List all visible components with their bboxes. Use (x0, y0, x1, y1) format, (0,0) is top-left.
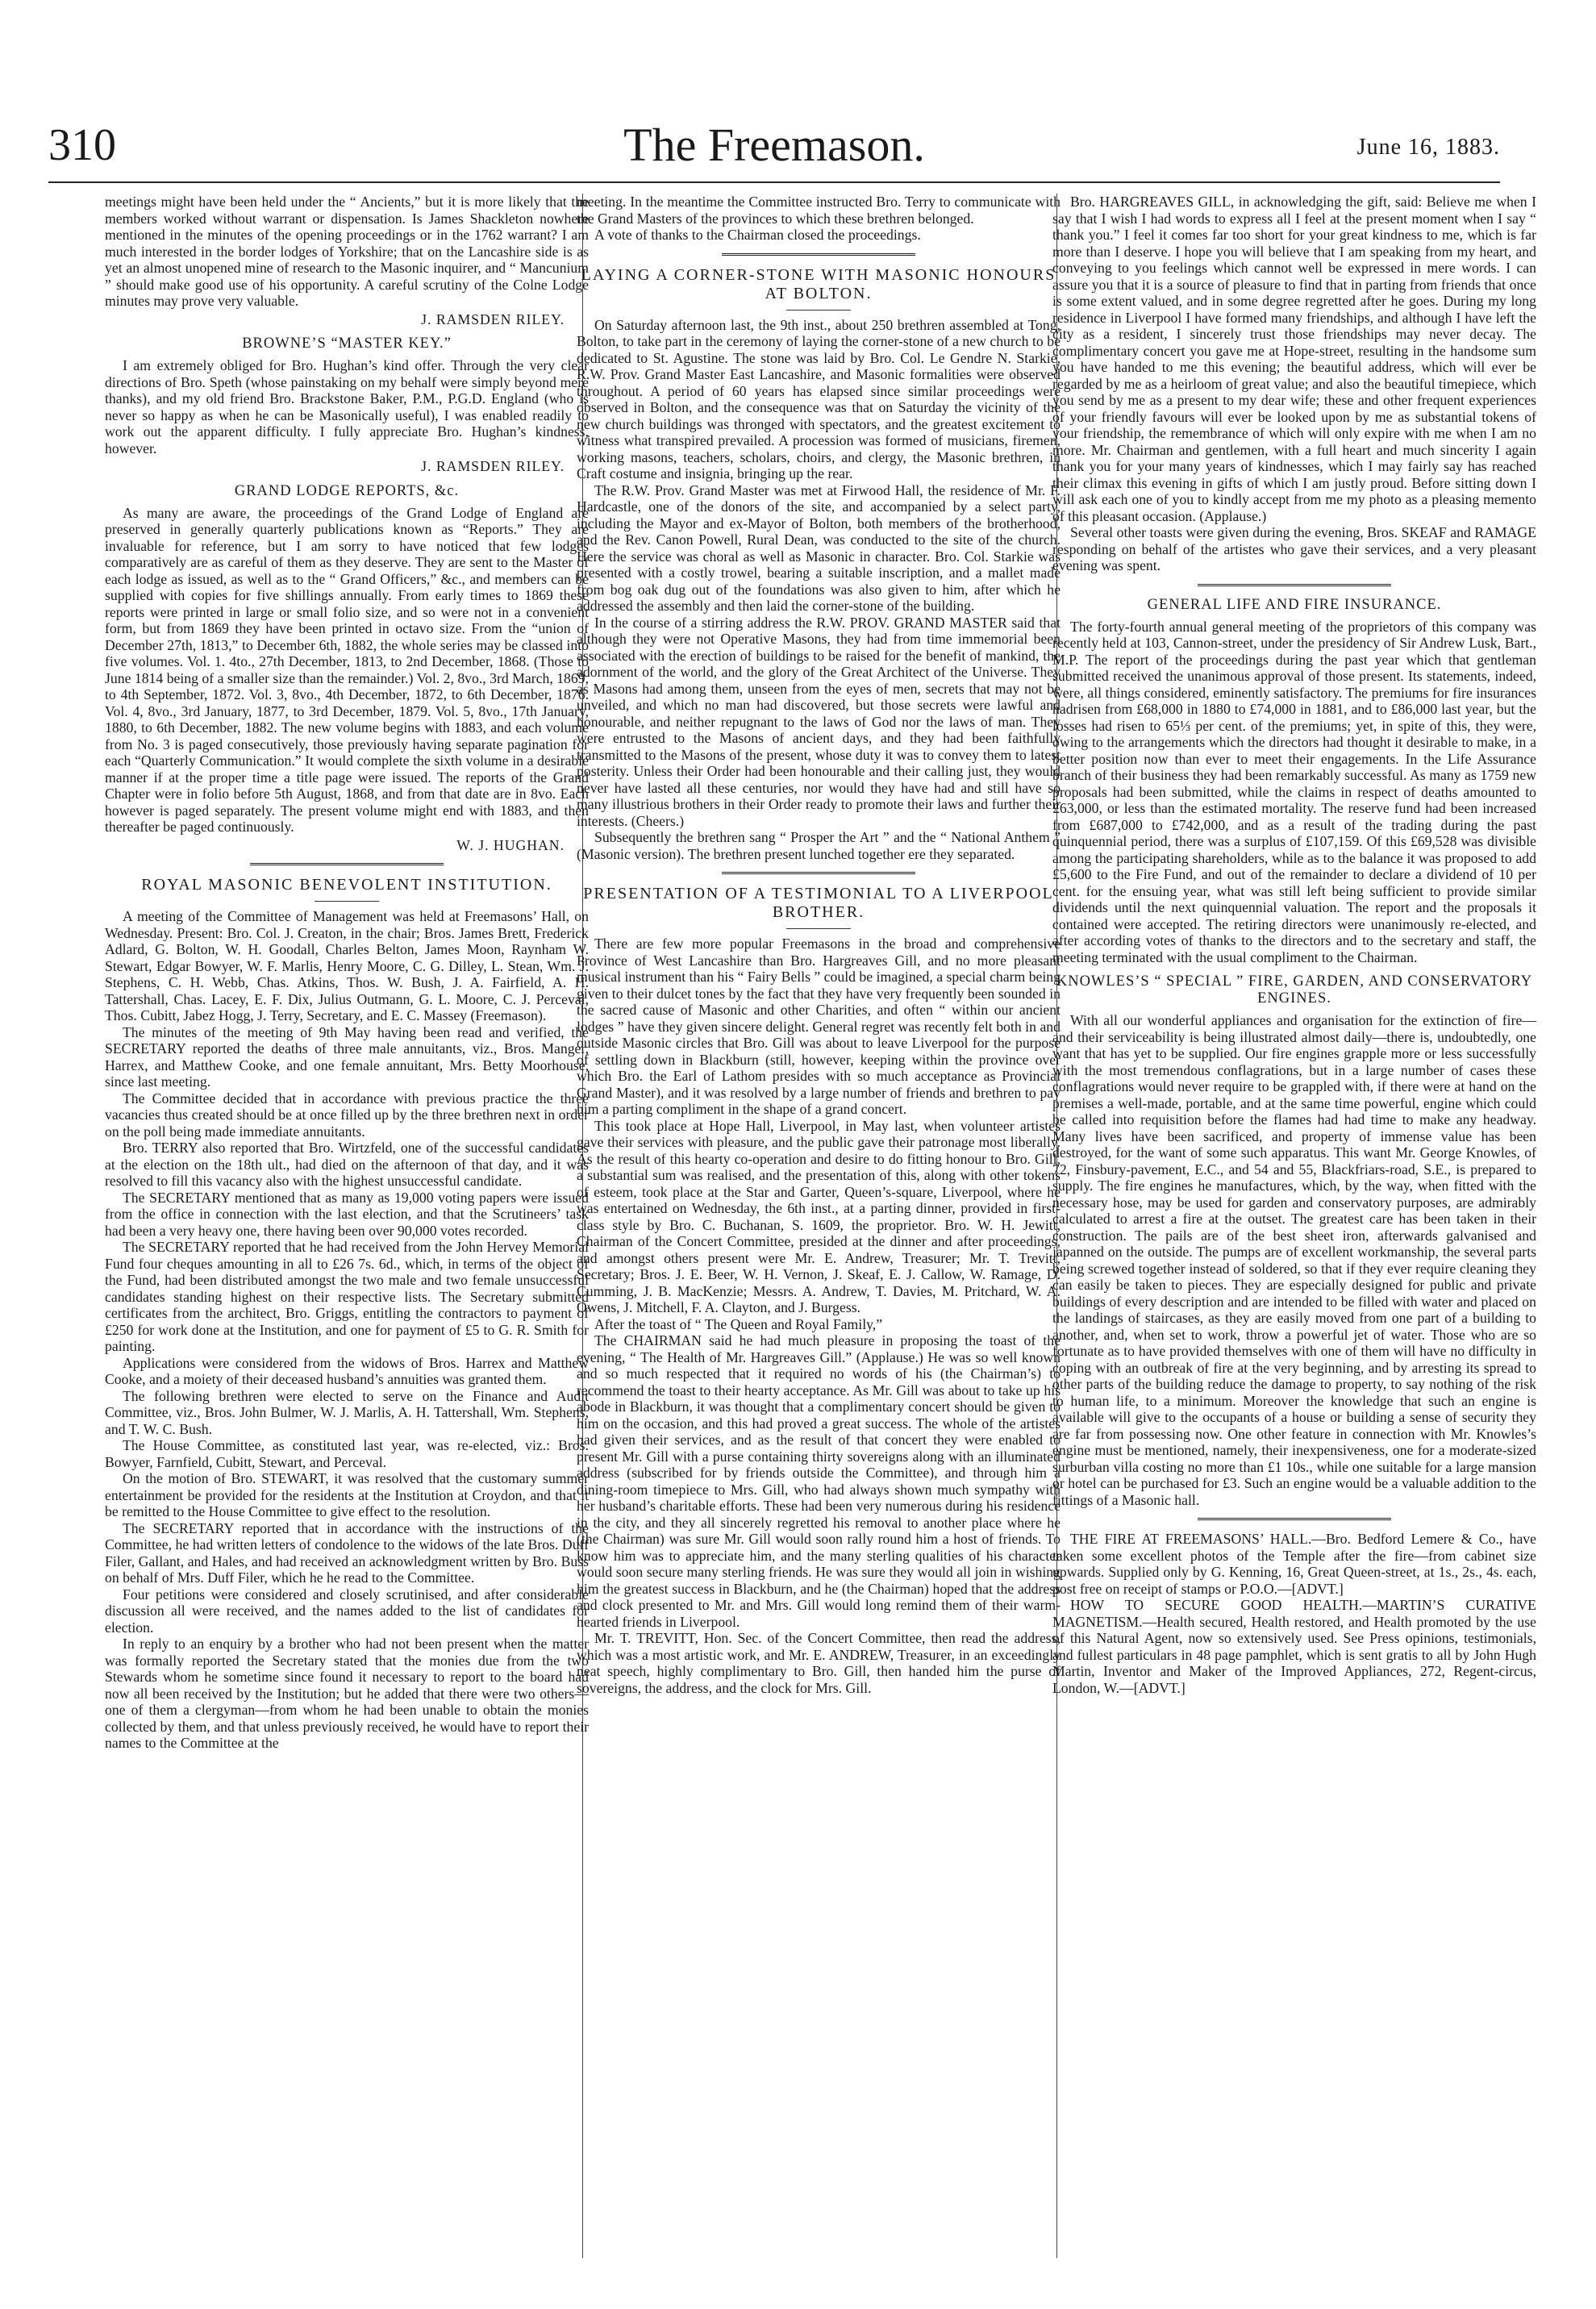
section-rule (1198, 1518, 1391, 1523)
article-paragraph: On Saturday afternoon last, the 9th inst., about 250 brethren assembled at Tong, Bolton, to take part in the ceremony of laying the corner-stone of a new church to be dedicated to St. Agustine. The stone was laid by Bro. Col. Le Gendre N. Starkie, R.W. Prov. Grand Master East Lancashire, and Masonic formalities were observed throughout. A period of 60 years has elapsed since similar proceedings were observed in Bolton, and the consequence was that on Saturday the vicinity of the new church buildings was thronged with spectators, and the greatest excitement to witness what transpired prevailed. A procession was formed of musicians, firemen, working masons, teachers, scholars, choirs, and clergy, the Masonic brethren, in Craft costume and insignia, bringing up the rear. (577, 316, 1061, 481)
newspaper-title: The Freemason. (623, 119, 925, 171)
short-rule (786, 928, 851, 929)
article-paragraph: A meeting of the Committee of Management was held at Freemasons’ Hall, on Wednesday. Present: Bro. Col. J. Creaton, in the chair; Bros. James Brett, Frederick Adlard, G. Bolton, W. H. Goodall, Charles Belton, James Moon, Raynham W. Stewart, Edgar Bowyer, W. F. Marlis, Henry Moore, C. G. Dilley, L. Stean, Wm. J. Stephens, C. H. Webb, Chas. Atkins, Thos. W. Bush, J. A. Fairfield, A. H. Tattershall, Chas. Lacey, E. F. Dix, Julius Outmann, G. L. Moore, C. J. Perceval, Thos. Cubitt, Jabez Hogg, J. Terry, Secretary, and E. C. Massey (Freemason). (105, 908, 589, 1023)
article-heading: LAYING A CORNER-STONE WITH MASONIC HONOURS AT BOLTON. (581, 265, 1056, 302)
article-paragraph: In reply to an enquiry by a brother who had not been present when the matter was formally reported the Secretary stated that the monies due from the two Stewards whom he sometime since found it necessary to report to the board had now all been received by the Institution; but he added that there were two others—one of them a clergyman—from whom he had been unable to obtain the monies collected by them, and that unless previously received, he would have to report their names to the Committee at the (105, 1636, 589, 1751)
masthead-rule (48, 181, 1500, 183)
article-paragraph: A vote of thanks to the Chairman closed the proceedings. (594, 227, 921, 243)
signature: W. J. HUGHAN. (456, 836, 565, 853)
article-heading: BROWNE’S “MASTER KEY.” (242, 336, 452, 352)
column-3 (1052, 194, 1536, 2258)
signature: J. RAMSDEN RILEY. (421, 311, 565, 327)
article-paragraph: There are few more popular Freemasons in the broad and comprehensive Province of West Lancashire than Bro. Hargreaves Gill, and no more pleasant musical instrument than his “ Fairy Bells ” could be imagined, a special charm being given to their dulcet tones by the fact that they have very frequently been sounded in the sacred cause of Masonic and other Charities, and often “ within our ancient lodges ” have they given sincere delight. General regret was recently felt both in and outside Masonic circles that Bro. Gill was about to leave Liverpool for the purpose of settling down in Blackburn (still, however, keeping within the province over which Bro. the Earl of Lathom presides with so much acceptance as Provincial Grand Master), and it was resolved by a large number of friends and brethren to pay him a parting compliment in the shape of a grand concert. (577, 936, 1061, 1117)
article-paragraph: Several other toasts were given during the evening, Bros. SKEAF and RAMAGE responding on behalf of the artistes who gave their services, and a very pleasant evening was spent. (1052, 524, 1536, 573)
section-rule (722, 253, 915, 258)
article-paragraph: The minutes of the meeting of 9th May having been read and verified, the SECRETARY reported the deaths of three male annuitants, viz., Bros. Manger, Harrex, and Matthew Cooke, and one female annuitant, Mrs. Betty Moorhouse, since last meeting. (105, 1023, 589, 1090)
article-paragraph: The House Committee, as constituted last year, was re-elected, viz.: Bros. Bowyer, Farnfield, Cubitt, Stewart, and Perceval. (105, 1437, 589, 1470)
article-paragraph: Four petitions were considered and closely scrutinised, and after considerable discussion all were received, and the names added to the list of candidates for election. (105, 1586, 589, 1636)
article-paragraph: The following brethren were elected to serve on the Finance and Audit Committee, viz., Bros. John Bulmer, W. J. Marlis, A. H. Tattershall, Wm. Stephens, and T. W. C. Bush. (105, 1387, 589, 1437)
article-paragraph: On the motion of Bro. STEWART, it was resolved that the customary summer entertainment be provided for the residents at the Institution at Croydon, and that it be remitted to the House Committee to give effect to the resolution. (105, 1470, 589, 1519)
article-paragraph: meetings might have been held under the “ Ancients,” but it is more likely that the members worked without warrant or dispensation. Is James Shackleton nowhere mentioned in the minutes of the opening proceedings or in the 1762 warrant? I am much interested in the border lodges of Yorkshire; that on the Lancashire side is as yet an almost unopened mine of research to the Masonic inquirer, and “ Mancunium ” should make good use of his opportunity. A careful scrutiny of the Colne Lodge minutes may prove very valuable. (105, 194, 589, 309)
article-paragraph: After the toast of “ The Queen and Royal Family,” (594, 1315, 883, 1332)
article-heading: GRAND LODGE REPORTS, &c. (234, 482, 460, 499)
article-paragraph: With all our wonderful appliances and organisation for the extinction of fire—and their serviceability is being illustrated almost daily—there is, undoubtedly, one want that has yet to be supplied. Our fire engines grapple more or less successfully with the most tremendous conflagrations, but in a large number of cases these conflagrations would never require to be grappled with, if there were at hand on the premises a well-made, portable, and at the same time powerful, engine which could be called into requisition before the flames had had time to make any headway. Many lives have been sacrificed, and property of immense value has been destroyed, for the want of some such apparatus. This want Mr. George Knowles, of 72, Finsbury-pavement, E.C., and 54 and 55, Blackfriars-road, S.E., is prepared to supply. The fire engines he manufactures, which, by the way, when fitted with the necessary hose, may be used for garden and conservatory purposes, are admirably calculated to arrest a fire at the outset. The greatest care has been taken in their construction. The pails are of the best sheet iron, afterwards galvanised and japanned on the outside. The pumps are of excellent workmanship, the several parts being screwed together instead of soldered, so that if they ever require cleaning they can easily be taken to pieces. They are especially designed for public and private buildings of every description and are intended to be filled with water and placed on the landings of staircases, as they are easily moved from one part of a building to another, and, when set to work, throw a powerful jet of water. Those who are so fortunate as to have provided themselves with one of them will have no difficulty in coping with an outbreak of fire at the very beginning, and by arresting its spread to other parts of the building reduce the damage to property, to say nothing of the risk to human life, to a minimum. Moreover the knowledge that such an engine is available will give to the occupants of a house or building a sense of security they are far from possessing now. One other feature in connection with Mr. Knowles’s engine must be mentioned, namely, their inexpensiveness, one for a moderate-sized surburban villa costing no more than £1 10s., while one suitable for a large mansion or hotel can be purchased for £3. Such an engine would be a valuable addition to the fittings of a Masonic hall. (1052, 1012, 1536, 1508)
article-paragraph: I am extremely obliged for Bro. Hughan’s kind offer. Through the very clear directions of Bro. Speth (whose painstaking on my behalf were simply beyond mere thanks), and my old friend Bro. Brackstone Baker, P.M., P.G.D. England (who is never so happy as when he can be Masonically useful), I was enabled readily to work out the apparent difficulty. I fully appreciate Bro. Hughan’s kindness, however. (105, 357, 589, 456)
article-heading: KNOWLES’S “ SPECIAL ” FIRE, GARDEN, AND CONSERVATORY ENGINES. (1056, 973, 1533, 1007)
article-paragraph: The forty-fourth annual general meeting of the proprietors of this company was recently held at 103, Cannon-street, under the presidency of Sir Andrew Lusk, Bart., M.P. The report of the proceedings during the past year which that gentleman submitted received the unanimous approval of those present. Its statements, indeed, were, all things considered, eminently satisfactory. The premiums for fire insurances hadrisen from £68,000 in 1880 to £74,000 in 1881, and to £86,000 last year, but the losses had risen to 65⅓ per cent. of the premiums; yet, in spite of this, they were, owing to the arrangements which the directors had thought it desirable to make, in a better position now than ever to meet their engagements. In the Life Assurance branch of their business they had been remarkably successful. As many as 1759 new proposals had been submitted, while the claims in respect of deaths amounted to £63,000, or less than the estimated mortality. The reserve fund had been increased from £687,000 to £742,000, and as a result of the trading during the past quinquennial period, there was a surplus of £107,159. Of this £69,528 was divisible among the participating shareholders, while as to the balance it was proposed to add £5,600 to the Fire Fund, and out of the remainder to declare a dividend of 10 per cent. for the ensuing year, what was still left being sufficient to provide similar dividends until the next quinquennial valuation. The report and the proposals it contained were accepted. The retiring directors were unanimously re-elected, and after according votes of thanks to the directors and to the secretary and staff, the meeting terminated with the usual compliment to the Chairman. (1052, 618, 1536, 965)
masthead (48, 117, 1500, 177)
article-heading: PRESENTATION OF A TESTIMONIAL TO A LIVERPOOL BROTHER. (583, 885, 1054, 921)
article-paragraph: As many are aware, the proceedings of the Grand Lodge of England are preserved in generally quarterly publications known as “Reports.” They are invaluable for reference, but I am sorry to have noticed that few lodges comparatively are as careful of them as they deserve. They are sent to the Master of each lodge as issued, as well as to the “ Grand Officers,” &c., and members can be supplied with copies for five shillings annually. From early times to 1869 these reports were printed in large or small folio size, and so were not in a convenient form, but from 1869 they have been printed in octavo size. From the “union of December 27th, 1813,” to December 6th, 1882, the whole series may be classed into five volumes. Vol. 1. 4to., 27th December, 1813, to 2nd December, 1868. (Those to June 1814 being of a smaller size than the remainder.) Vol. 2, 8vo., 3rd March, 1869, to 4th September, 1872. Vol. 3, 8vo., 4th December, 1872, to 6th December, 1876. Vol. 4, 8vo., 3rd January, 1877, to 3rd December, 1879. Vol. 5, 8vo., 17th January, 1880, to 6th December, 1882. The new volume begins with 1883, and each volume from No. 3 is paged consecutively, those previously having separate pagination for each “Quarterly Communication.” It would complete the sixth volume in a desirable manner if at the proper time a title page were issued. The reports of the Grand Chapter were in folio before 5th August, 1868, and from that date are in 8vo. Each however is paged separately. The present volume might end with 1883, and then thereafter be paged continuously. (105, 504, 589, 835)
issue-date: June 16, 1883. (1356, 135, 1500, 160)
article-paragraph: Bro. HARGREAVES GILL, in acknowledging the gift, said: Believe me when I say that I wish I had words to express all I feel at the present moment when I say “ thank you.” I feel it comes far too short for your great kindness to me, which is far more than I deserve. I hope you will believe that I am speaking from my heart, and conveying to you feelings which cannot well be expressed in mere words. I can assure you that it is a source of pleasure to find that in parting from friends that once is some extent valued, and in some degree regretted after he goes. During my long residence in Liverpool I have formed many friendships, and although I have left the city as a resident, I sincerely trust those friendships may never decay. The complimentary concert you gave me at Hope-street, resulting in the handsome sum you have handed to me this evening; the beautiful address, which will ever be regarded by me as a heirloom of great value; and also the beautiful timepiece, which you send by me as a present to my dear wife; these and other frequent experiences of your friendly favours will ever be looked upon by me as substantial tokens of your friendship, the remembrance of which will only expire with me when I am no more. Mr. Chairman and gentlemen, with a full heart and much sincerity I again thank you for your many years of kindnesses, which I may fairly say has reached their climax this evening in gifts of which I am justly proud. Before sitting down I will ask each one of you to kindly accept from me my photo as a pleasing memento of this pleasant occasion. (Applause.) (1052, 194, 1536, 524)
section-rule (250, 863, 444, 868)
article-paragraph: The Committee decided that in accordance with previous practice the three vacancies thus created should be at once filled up by the three brethren next in order on the poll being made immediate annuitants. (105, 1090, 589, 1140)
column-2 (577, 194, 1061, 2258)
article-paragraph: The SECRETARY reported that in accordance with the instructions of the Committee, he had written letters of condolence to the widows of the late Bros. Duff Filer, Gallant, and Hales, and had received an acknowledgment written by Bro. Buss on behalf of Mrs. Duff Filer, which he he read to the Committee. (105, 1519, 589, 1586)
section-rule (722, 872, 915, 877)
short-rule (786, 310, 851, 311)
article-paragraph: Subsequently the brethren sang “ Prosper the Art ” and the “ National Anthem ” (Masonic version). The brethren present lunched together ere they separated. (577, 829, 1061, 862)
section-rule (1198, 584, 1391, 589)
article-paragraph: The CHAIRMAN said he had much pleasure in proposing the toast of the evening, “ The Health of Mr. Hargreaves Gill.” (Applause.) He was so well known and so much respected that it required no words of his (the Chairman’s) to recommend the toast to their hearty acceptance. As Mr. Gill was about to take up his abode in Blackburn, it was thought that a complimentary concert should be given to him on the occasion, and this had proved a great success. The whole of the artistes had given their services, and as the result of that concert they were enabled to present Mr. Gill with a purse containing thirty sovereigns along with an illuminated address (subscribed for by friends outside the Committee), and through him a dining-room timepiece to Mrs. Gill, who had always shown much sympathy with her husband’s charitable efforts. These had been very numerous during his residence in the city, and they all sincerely regretted his removal to another place where he (the Chairman) was sure Mr. Gill would soon rally round him a host of friends. To know him was to appreciate him, and the many sterling qualities of his character would soon secure many sterling friends. He was sure they would all join in wishing him the greatest success in Blackburn, and he (the Chairman) hoped that the address and clock presented to Mr. and Mrs. Gill would long remind them of their warm-hearted friends in Liverpool. (577, 1332, 1061, 1630)
short-rule (315, 901, 379, 902)
article-paragraph: This took place at Hope Hall, Liverpool, in May last, when volunteer artistes gave their services with pleasure, and the public gave their patronage most liberally. As the result of this hearty co-operation and desire to do fitting honour to Bro. Gill, a substantial sum was realised, and the presentation of this, along with other tokens of esteem, took place at the Star and Garter, Queen’s-square, Liverpool, where he was entertained on Wednesday, the 6th inst., at a parting dinner, provided in first-class style by Bro. C. Buchanan, S. 1609, the proprietor. Bro. W. H. Jewitt, Chairman of the Concert Committee, presided at the dinner and after proceedings, and amongst others present were Mr. E. Andrew, Treasurer; Mr. T. Trevitt, Secretary; Bros. J. E. Beer, W. H. Vernon, J. Skeaf, E. J. Callow, W. Ramage, D. Cumming, J. B. MacKenzie; Messrs. A. Andrew, T. Davies, M. Pritchard, W. A. Owens, J. Mitchell, F. A. Clayton, and J. Burgess. (577, 1117, 1061, 1315)
signature: J. RAMSDEN RILEY. (421, 458, 565, 474)
advertisement-paragraph: THE FIRE AT FREEMASONS’ HALL.—Bro. Bedford Lemere & Co., have taken some excellent photos of the Temple after the fire—from cabinet size upwards. Supplied only by G. Kenning, 16, Great Queen-street, at 1s., 2s., 4s. each, post free on receipt of stamps or P.O.O.—[ADVT.] (1052, 1531, 1536, 1597)
article-paragraph: The R.W. Prov. Grand Master was met at Firwood Hall, the residence of Mr. F. Hardcastle, one of the donors of the site, and accompanied by a select party, including the Mayor and ex-Mayor of Bolton, both members of the brotherhood, and the Rev. Canon Powell, Rural Dean, was conducted to the site of the church. Here the service was choral as well as Masonic in character. Bro. Col. Starkie was presented with a costly trowel, bearing a suitable inscription, and a mallet made from bog oak dug out of the foundations was also given to him, after which he addressed the assembly and then laid the corner-stone of the building. (577, 481, 1061, 614)
advertisement-paragraph: HOW TO SECURE GOOD HEALTH.—MARTIN’S CURATIVE MAGNETISM.—Health secured, Health restored, and Health promoted by the use of this Natural Agent, now so extensively used. See Press opinions, testimonials, and fullest particulars in 48 page pamphlet, which is sent gratis to all by John Hugh Martin, Inventor and Maker of the Improved Appliances, 272, Regent-circus, London, W.—[ADVT.] (1052, 1597, 1536, 1696)
column-1 (105, 194, 589, 2258)
article-paragraph: Bro. TERRY also reported that Bro. Wirtzfeld, one of the successful candidates at the election on the 18th ult., had died on the afternoon of that day, and it was resolved to fill this vacancy also with the highest unsuccessful candidate. (105, 1140, 589, 1189)
article-paragraph: The SECRETARY reported that he had received from the John Hervey Memorial Fund four cheques amounting in all to £26 7s. 6d., which, in terms of the object of the Fund, had been distributed amongst the two male and two female unsuccessful candidates standing highest on their respective lists. The Secretary submitted certificates from the architect, Bro. Griggs, entitling the contractors to payment of £250 for work done at the Institution, and one for payment of £5 to G. R. Smith for painting. (105, 1239, 589, 1354)
article-paragraph: Applications were considered from the widows of Bros. Harrex and Matthew Cooke, and a moiety of their deceased husband’s annuities was granted them. (105, 1354, 589, 1387)
article-paragraph: In the course of a stirring address the R.W. PROV. GRAND MASTER said that although they were not Operative Masons, they had from time immemorial been associated with the erection of buildings to be raised for the benefit of mankind, the adornment of the world, and the glory of the Great Architect of the Universe. They as Masons had among them, unseen from the eyes of men, secrets that may not be unveiled, and which no man had discovered, but those secrets were lawful and honourable, and neither repugnant to the laws of God nor the laws of man. They were entrusted to the Masons of ancient days, and they had been faithfully transmitted to the Masons of the present, whose duty it was to convey them to latest posterity. Unless their Order had been honourable and their calling just, they would never have lasted all these centuries, nor would they have had and still have so many illustrious brothers in their Order ready to promote their laws and further their interests. (Cheers.) (577, 614, 1061, 829)
article-paragraph: meeting. In the meantime the Committee instructed Bro. Terry to communicate with the Grand Masters of the provinces to which these brethren belonged. (577, 194, 1061, 227)
article-paragraph: The SECRETARY mentioned that as many as 19,000 voting papers were issued from the office in connection with the last election, and that the Scrutineers’ task had been a very heavy one, there having been over 90,000 votes recorded. (105, 1189, 589, 1239)
article-heading: GENERAL LIFE AND FIRE INSURANCE. (1147, 596, 1442, 613)
page-number: 310 (48, 120, 116, 170)
article-paragraph: Mr. T. TREVITT, Hon. Sec. of the Concert Committee, then read the address, which was a most artistic work, and Mr. E. ANDREW, Treasurer, in an exceedingly neat speech, highly complimentary to Bro. Gill, then handed him the purse of sovereigns, the address, and the clock for Mrs. Gill. (577, 1630, 1061, 1696)
article-heading: ROYAL MASONIC BENEVOLENT INSTITUTION. (141, 876, 552, 894)
